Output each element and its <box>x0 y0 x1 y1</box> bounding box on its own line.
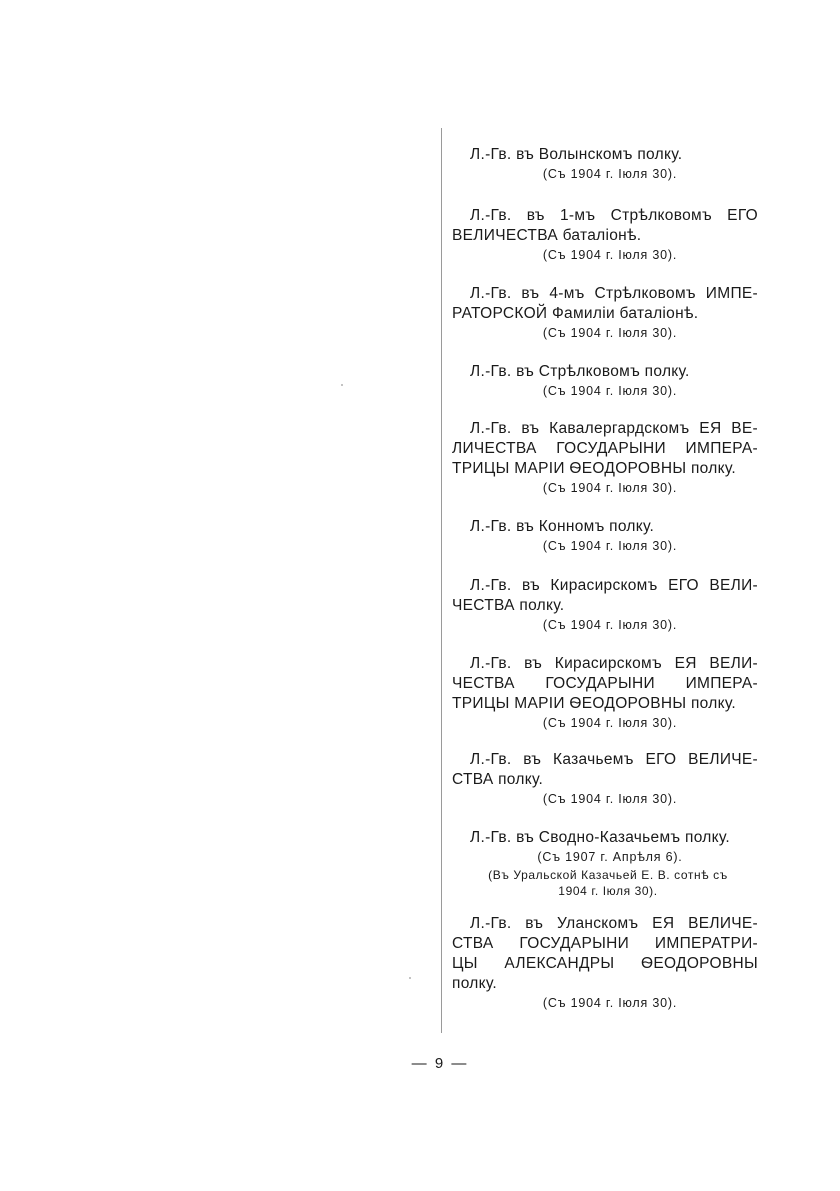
regiment-name-line: ТРИЦЫ МАРІИ ѲЕОДОРОВНЫ полку. <box>452 695 736 712</box>
regiment-entry <box>452 828 758 899</box>
regiment-entry <box>452 419 758 498</box>
seniority-note: 1904 г. Іюля 30). <box>558 884 658 898</box>
regiment-name-line: Л.-Гв. въ Кирасирскомъ ЕГО ВЕЛИ- <box>470 577 758 594</box>
regiment-name-line: Л.-Гв. въ 4-мъ Стрѣлковомъ ИМПЕ- <box>470 285 758 302</box>
regiment-name-line: Л.-Гв. въ Сводно-Казачьемъ полку. <box>470 829 731 846</box>
seniority-date: (Съ 1904 г. Іюля 30). <box>542 167 678 181</box>
seniority-date: (Съ 1904 г. Іюля 30). <box>542 326 678 340</box>
regiment-name-line: Л.-Гв. въ Кирасирскомъ ЕЯ ВЕЛИ- <box>470 655 758 672</box>
regiment-name-line: Л.-Гв. въ Стрѣлковомъ полку. <box>470 363 690 380</box>
regiment-name-line: ЦЫ АЛЕКСАНДРЫ ѲЕОДОРОВНЫ <box>452 955 758 972</box>
regiment-name-line: Л.-Гв. въ Волынскомъ полку. <box>470 146 683 163</box>
regiment-name-line: РАТОРСКОЙ Фамиліи баталіонѣ. <box>452 305 699 322</box>
regiment-entry <box>452 654 758 733</box>
regiment-name-line: ТРИЦЫ МАРІИ ѲЕОДОРОВНЫ полку. <box>452 460 736 477</box>
regiment-name-line: Л.-Гв. въ Уланскомъ ЕЯ ВЕЛИЧЕ- <box>470 915 758 932</box>
regiment-entry <box>452 145 758 184</box>
regiment-entry <box>452 362 758 401</box>
regiment-name-line: ЛИЧЕСТВА ГОСУДАРЫНИ ИМПЕРА- <box>452 440 758 457</box>
seniority-date: (Съ 1904 г. Іюля 30). <box>542 248 678 262</box>
seniority-date: (Съ 1904 г. Іюля 30). <box>542 539 678 553</box>
regiment-name-line: ВЕЛИЧЕСТВА баталіонѣ. <box>452 227 642 244</box>
seniority-date: (Съ 1904 г. Іюля 30). <box>542 716 678 730</box>
regiment-entry <box>452 517 758 556</box>
regiment-name-line: ЧЕСТВА ГОСУДАРЫНИ ИМПЕРА- <box>452 675 758 692</box>
seniority-date: (Съ 1904 г. Іюля 30). <box>542 792 678 806</box>
regiment-name-line: ЧЕСТВА полку. <box>452 597 565 614</box>
seniority-note: (Въ Уральской Казачьей Е. В. сотнѣ съ <box>488 868 728 882</box>
seniority-date: (Съ 1904 г. Іюля 30). <box>542 384 678 398</box>
regiment-entry <box>452 284 758 343</box>
regiment-name-line: Л.-Гв. въ 1-мъ Стрѣлковомъ ЕГО <box>470 207 758 224</box>
regiment-name-line: СТВА ГОСУДАРЫНИ ИМПЕРАТРИ- <box>452 935 758 952</box>
regiment-entry <box>452 750 758 809</box>
seniority-date: (Съ 1907 г. Апрѣля 6). <box>537 850 683 864</box>
seniority-date: (Съ 1904 г. Іюля 30). <box>542 481 678 495</box>
regiment-name-line: Л.-Гв. въ Конномъ полку. <box>470 518 655 535</box>
regiment-name-line: СТВА полку. <box>452 771 544 788</box>
regiment-entry <box>452 914 758 1013</box>
page-number: — 9 — <box>411 1055 469 1072</box>
regiment-name-line: Л.-Гв. въ Кавалергардскомъ ЕЯ ВЕ- <box>470 420 758 437</box>
regiment-entry <box>452 206 758 265</box>
regiment-name-line: Л.-Гв. въ Казачьемъ ЕГО ВЕЛИЧЕ- <box>470 751 758 768</box>
seniority-date: (Съ 1904 г. Іюля 30). <box>542 996 678 1010</box>
seniority-date: (Съ 1904 г. Іюля 30). <box>542 618 678 632</box>
regiment-name-line: полку. <box>452 975 497 992</box>
regiment-entry <box>452 576 758 635</box>
